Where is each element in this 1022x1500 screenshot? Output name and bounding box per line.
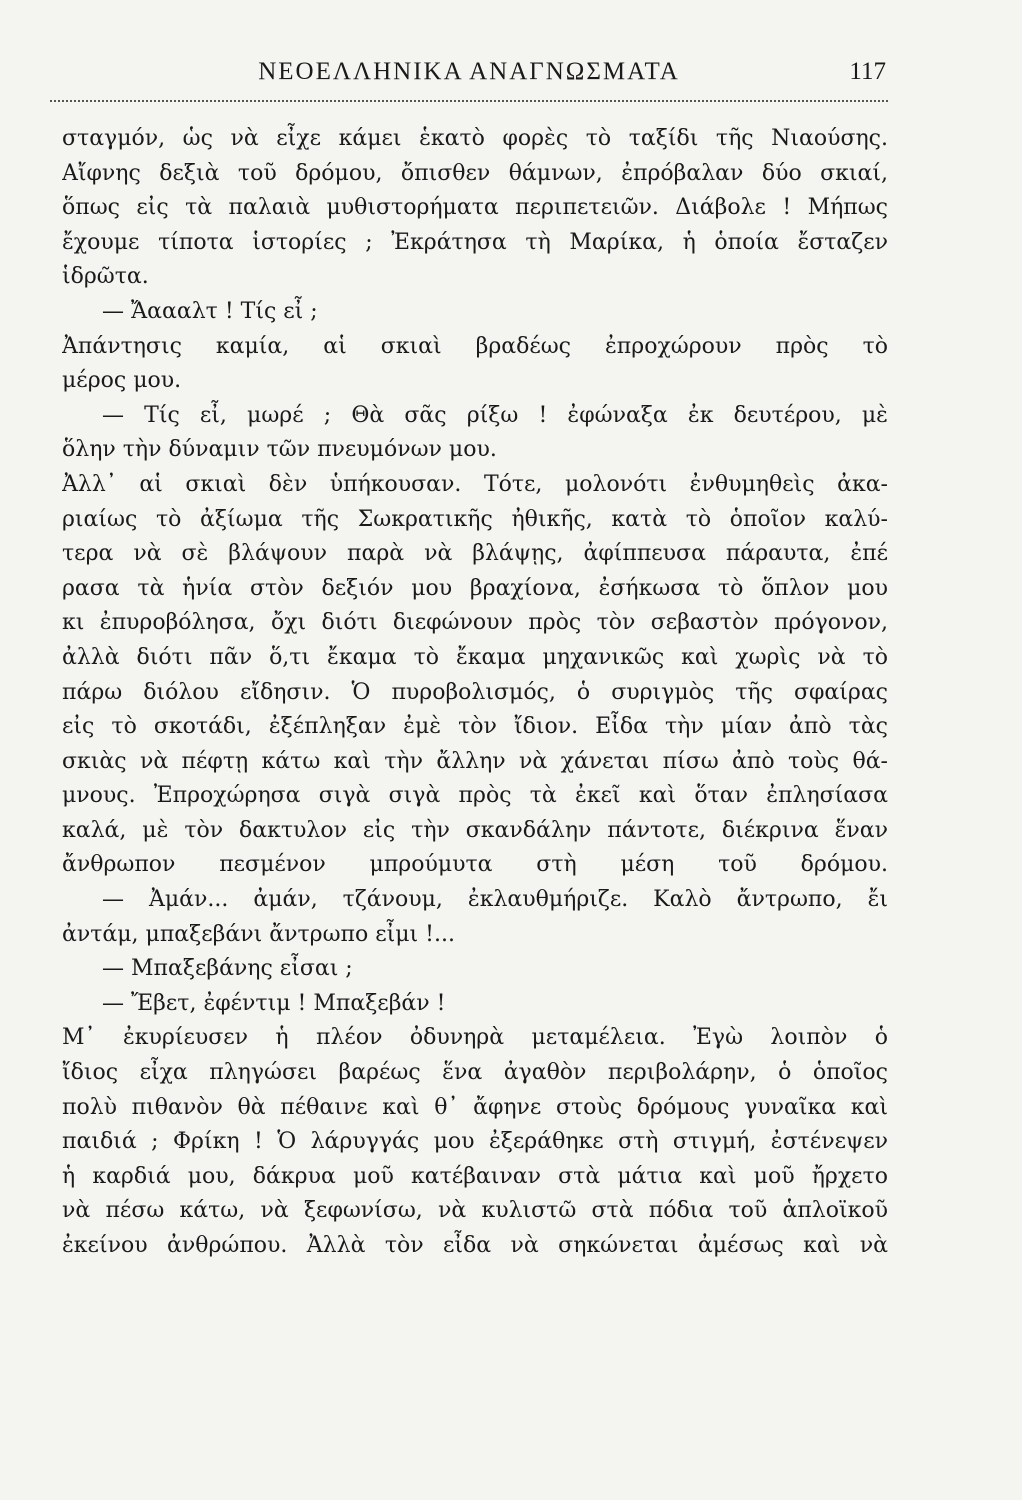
text-line: μνους. Ἐπροχώρησα σιγὰ σιγὰ πρὸς τὰ ἐκεῖ καὶ ὅταν ἐπλησίασα [62,783,888,809]
text-line: τερα νὰ σὲ βλάψουν παρὰ νὰ βλάψῃς, ἀφίππευσα πάραυτα, ἐπέ [62,541,888,567]
text-line: Μ᾽ ἐκυρίευσεν ἡ πλέον ὀδυνηρὰ μεταμέλεια. Ἐγὼ λοιπὸν ὁ [62,1025,888,1051]
text-line: ἐκείνου ἀνθρώπου. Ἀλλὰ τὸν εἶδα νὰ σηκώνεται ἀμέσως καὶ νὰ [62,1233,888,1258]
text-line: — Μπαξεβάνης εἶσαι ; [102,956,353,982]
text-line: — Τίς εἶ, μωρέ ; Θὰ σᾶς ρίξω ! ἐφώναξα ἐκ δευτέρου, μὲ [102,402,888,428]
text-line: — Ἀμάν... ἀμάν, τζάνουμ, ἐκλαυθμήριζε. Καλὸ ἄντρωπο, ἔι [102,887,888,913]
page-number: 117 [849,58,886,85]
header-rule [50,100,888,102]
text-line: εἰς τὸ σκοτάδι, ἐξέπληξαν ἐμὲ τὸν ἴδιον. Εἶδα τὴν μίαν ἀπὸ τὰς [62,714,888,740]
text-line: σκιὰς νὰ πέφτῃ κάτω καὶ τὴν ἄλλην νὰ χάνεται πίσω ἀπὸ τοὺς θά- [62,748,888,774]
text-line: — Ἔβετ, ἐφέντιμ ! Μπαξεβάν ! [102,990,446,1016]
text-line: ἄνθρωπον πεσμένον μπρούμυτα στὴ μέση τοῦ δρόμου. [62,852,888,878]
text-line: παιδιά ; Φρίκη ! Ὁ λάρυγγάς μου ἐξεράθηκε στὴ στιγμή, ἐστένεψεν [62,1129,888,1155]
text-line: νὰ πέσω κάτω, νὰ ξεφωνίσω, νὰ κυλιστῶ στὰ πόδια τοῦ ἁπλοϊκοῦ [62,1198,888,1224]
text-line: καλά, μὲ τὸν δακτυλον εἰς τὴν σκανδάλην πάντοτε, διέκρινα ἕναν [62,817,888,843]
text-line: ἴδιος εἶχα πληγώσει βαρέως ἕνα ἀγαθὸν περιβολάρην, ὁ ὁποῖος [62,1060,888,1086]
text-line: κι ἐπυροβόλησα, ὄχι διότι διεφώνουν πρὸς τὸν σεβαστὸν πρόγονον, [62,610,888,636]
text-line: ἀντάμ, μπαξεβάνι ἄντρωπο εἶμι !... [62,921,455,947]
running-title: ΝΕΟΕΛΛΗΝΙΚΑ ΑΝΑΓΝΩΣΜΑΤΑ [258,58,680,85]
text-line: Ἀλλ᾽ αἱ σκιαὶ δὲν ὑπήκουσαν. Τότε, μολονότι ἐνθυμηθεὶς ἀκα- [62,471,888,497]
text-line: ἱδρῶτα. [62,264,149,290]
page-header [50,58,888,94]
text-line: ριαίως τὸ ἀξίωμα τῆς Σωκρατικῆς ἠθικῆς, κατὰ τὸ ὁποῖον καλύ- [62,506,888,532]
text-line: σταγμόν, ὡς νὰ εἶχε κάμει ἑκατὸ φορὲς τὸ ταξίδι τῆς Νιαούσης. [62,126,888,151]
body-text [62,122,888,1264]
text-line: πάρω διόλου εἴδησιν. Ὁ πυροβολισμός, ὁ συριγμὸς τῆς σφαίρας [62,679,888,705]
text-line: μέρος μου. [62,368,182,394]
text-line: ἔχουμε τίποτα ἱστορίες ; Ἐκράτησα τὴ Μαρίκα, ἡ ὁποία ἔσταζεν [62,229,888,255]
text-line: — Ἄαααλτ ! Τίς εἶ ; [102,298,318,324]
text-line: πολὺ πιθανὸν θὰ πέθαινε καὶ θ᾽ ἄφηνε στοὺς δρόμους γυναῖκα καὶ [62,1094,888,1120]
text-line: Αἴφνης δεξιὰ τοῦ δρόμου, ὄπισθεν θάμνων, ἐπρόβαλαν δύο σκιαί, [62,160,888,186]
text-line: ὅλην τὴν δύναμιν τῶν πνευμόνων μου. [62,437,497,463]
text-line: ὅπως εἰς τὰ παλαιὰ μυθιστορήματα περιπετειῶν. Διάβολε ! Μήπως [62,195,888,221]
text-line: Ἀπάντησις καμία, αἱ σκιαὶ βραδέως ἐπροχώρουν πρὸς τὸ [62,333,888,359]
text-line: ἀλλὰ διότι πᾶν ὅ,τι ἔκαμα τὸ ἔκαμα μηχανικῶς καὶ χωρὶς νὰ τὸ [62,644,888,670]
text-line: ἡ καρδιά μου, δάκρυα μοῦ κατέβαιναν στὰ μάτια καὶ μοῦ ἤρχετο [62,1163,888,1189]
text-line: ρασα τὰ ἡνία στὸν δεξιόν μου βραχίονα, ἐσήκωσα τὸ ὅπλον μου [62,575,888,601]
